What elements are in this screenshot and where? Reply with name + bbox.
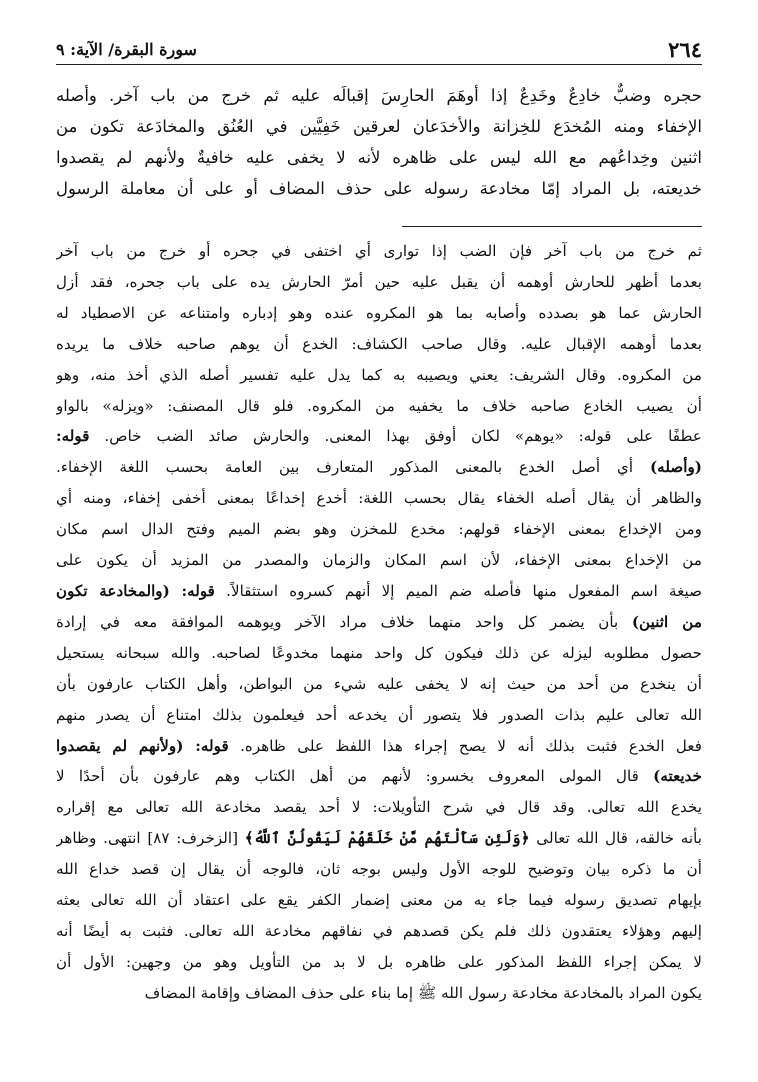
commentary-text: حصول مطلوبه ليزله عن ذلك فيكون كل واحد منهما مخدوعًا لصاحبه. والله سبحانه يستحيل [56, 643, 702, 662]
commentary-text: صيغة اسم المفعول منها فأصله ضم الميم إلا أنهم كسروه استثقالاً. [214, 581, 702, 600]
commentary-line [56, 421, 702, 452]
commentary-line [56, 329, 702, 360]
commentary-text: قال المولى المعروف بخسرو: لأنهم من أهل الكتاب وهم عارفون بأن أحدًا لا [56, 767, 654, 786]
commentary-line [56, 607, 702, 638]
bold-citation: قوله: [56, 427, 90, 446]
commentary-line [56, 267, 702, 298]
commentary-text: أن ينخدع من أحد من حيث إنه لا يخفى عليه شيء من البواطن، وأهل الكتاب عارفون بأن [56, 674, 702, 693]
commentary-text: بأن يضمر كل واحد منهما خلاف مراد الآخر ويوهمه الموافقة معه في إرادة [56, 612, 632, 631]
commentary-text: من الإخداع بمعنى الإخفاء، لأن اسم المكان والزمان والمصدر من المزيد أن يكون على [56, 551, 702, 570]
commentary-text: يكون المراد بالمخادعة مخادعة رسول الله ﷺ إما بناء على حذف المضاف وإقامة المضاف [144, 983, 702, 1002]
main-text [56, 80, 702, 204]
commentary-line [56, 669, 702, 700]
commentary-text: بأنه خالقه، قال الله تعالى [529, 829, 702, 848]
commentary [56, 236, 702, 1009]
commentary-line [56, 885, 702, 916]
commentary-text: من المكروه. وقال الشريف: يعني ويصيبه به كما يدل عليه تفسير أصله الذي أخذ منه، وهو [56, 365, 702, 384]
commentary-line [56, 298, 702, 329]
main-text-line: الإخفاء ومنه المُخدَع للخِزانة والأخدَعان لعرقين خَفِيَّين في العُنُق والمخادَعة تكون من [56, 117, 702, 136]
commentary-line [56, 947, 702, 978]
commentary-line [56, 731, 702, 762]
commentary-text: ثم خرج من باب آخر فإن الضب إذا توارى أي اختفى في جحره أو خرج من باب آخر [56, 242, 702, 260]
commentary-text: أي أصل الخدع بالمعنى المذكور المتعارف بين العامة بحسب اللغة الإخفاء. [56, 458, 650, 477]
commentary-line [56, 638, 702, 669]
commentary-line [56, 236, 702, 267]
commentary-text: لا يمكن إجراء اللفظ المذكور على ظاهره بل لا بد من التأويل وهو من وجهين: الأول أن [56, 952, 702, 971]
commentary-line [56, 823, 702, 854]
commentary-line [56, 545, 702, 576]
commentary-text: ومن الإخداع بمعنى الإخفاء قولهم: مخدع للمخزن وهو بضم الميم وفتح الدال اسم مكان [56, 520, 702, 539]
commentary-line [56, 792, 702, 823]
running-head: سورة البقرة/ الآية: ٩ [56, 39, 197, 59]
bold-citation: خديعته) [653, 767, 702, 786]
bold-citation: من اثنين) [631, 612, 702, 631]
commentary-line [56, 483, 702, 514]
commentary-text: الله تعالى عليم بذات الصدور فلا يتصور أن يخدعه أحد فيعلمون بذلك امتناع أن يصدر منهم [56, 705, 702, 724]
section-divider [402, 226, 702, 227]
commentary-line [56, 854, 702, 885]
commentary-text: بعدما أظهر للحارش أوهمه أن يقبل عليه حين أمرّ الحارش يده على باب جحره، فقد أزل [56, 272, 702, 291]
commentary-line [56, 916, 702, 947]
commentary-text: بإيهام تصديق رسوله فيما جاء به من معنى إضمار الكفر يقع على اعتقاد أن الله تعالى بعثه [56, 891, 702, 910]
commentary-line [56, 700, 702, 731]
commentary-text: والظاهر أن يقال أصله الخفاء يقال بحسب اللغة: أخدع إخداعًا بمعنى أخفى إخفاء، ومنه أي [56, 489, 702, 508]
commentary-line [56, 978, 702, 1009]
bold-citation: (وأصله) [650, 458, 702, 477]
main-text-line: اثنين وخِداعُهم مع الله ليس على ظاهره لأنه لا يخفى عليه خافيةٌ ولأنهم لم يقصدوا [56, 148, 702, 167]
commentary-text: أن يصيب الخادع صاحبه خلاف ما يخفيه من المكروه. فلو قال المصنف: «ويزله» بالواو [56, 396, 702, 415]
bold-citation: ﴿وَلَئِن سَأَلْتَهُم مَّنْ خَلَقَهُمْ لَيَقُولُنَّ ٱللَّهُ﴾ [244, 829, 530, 848]
page-header [56, 34, 702, 65]
commentary-line [56, 391, 702, 422]
main-text-line: حجره وضبٌّ خادِعٌ وخَدِعٌ إذا أوهَمَ الحارِسَ إقبالَه عليه ثم خرج من باب آخر. وأصله [56, 86, 702, 105]
main-text-line: خديعته، بل المراد إمّا مخادعة رسوله على حذف المضاف أو على أن معاملة الرسول [56, 179, 702, 198]
commentary-text: عطفًا على قوله: «يوهم» لكان أوفق بهذا المعنى. والحارش صائد الضب خاص. [89, 427, 702, 446]
commentary-text: [الزخرف: ٨٧] انتهى. وظاهر [56, 829, 245, 848]
commentary-line [56, 576, 702, 607]
commentary-text: بعدما أوهمه الإقبال عليه. وقال صاحب الكشاف: الخدع أن يوهم صاحبه خلاف ما يريده [56, 334, 702, 353]
commentary-text: يخدع الله تعالى. وقد قال في شرح التأويلات: لا أحد يقصد مخادعة الله تعالى مع إقراره [56, 798, 702, 817]
page-number: ٢٦٤ [668, 36, 702, 62]
bold-citation: قوله: (والمخادعة تكون [56, 581, 215, 600]
commentary-line [56, 761, 702, 792]
bold-citation: قوله: (ولأنهم لم يقصدوا [56, 736, 229, 755]
commentary-text: الحارش عما هو بصدده وأصابه بما هو المكروه عنده وهو إدباره وامتناعه عن الاصطياد له [56, 303, 702, 322]
commentary-text: أن ما ذكره بيان وتوضيح للوجه الأول وليس بوجه ثان، فالوجه أن يقال إن قصد خداع الله [56, 860, 702, 879]
commentary-text: إليهم وهؤلاء يعتقدون ذلك فلم يكن قصدهم في نفاقهم مخادعة الله تعالى. فثبت به أيضًا أنه [56, 921, 702, 940]
commentary-text: فعل الخدع فثبت بذلك أنه لا يصح إجراء هذا اللفظ على ظاهره. [228, 736, 702, 755]
commentary-line [56, 360, 702, 391]
commentary-line [56, 514, 702, 545]
commentary-line [56, 452, 702, 483]
